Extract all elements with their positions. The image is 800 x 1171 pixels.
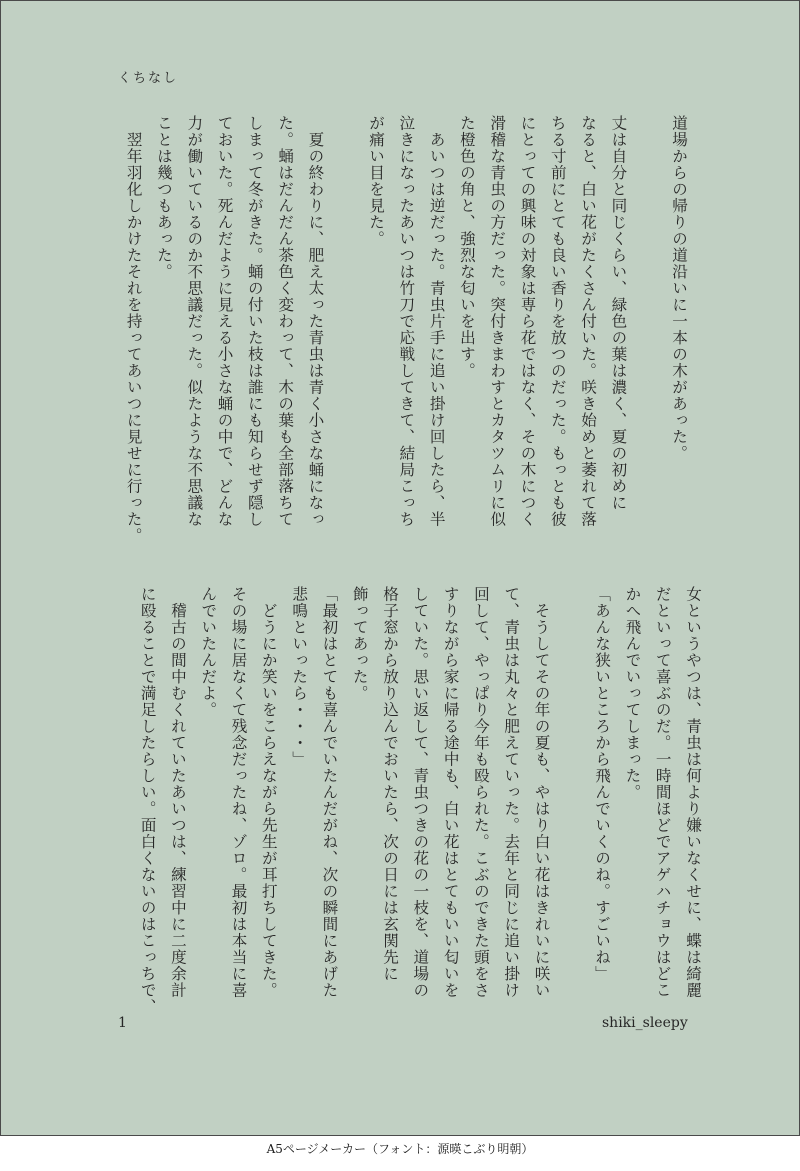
lower-text-block: 女というやつは、青虫は何より嫌いなくせに、蝶は綺麗 だといって喜ぶのだ。一時間ほどでアゲハチョウはどこ かへ飛んでいってしまった。 「あんな狭いところから飛んでいくのね。すごいね」 そうしてその年の夏も、やはり白い花はきれいに咲い て、青虫は丸々と肥えていった。去年と同じに追い掛け 回して、やっぱり今年も殴られた。こぶのできた頭をさ すりながら家に帰る途中も、白い花はとてもいい匂いを していた。思い返して、青虫つきの花の一枝を、道場の 格子窓から放り込んでおいたら、次の日には玄関先に 飾ってあった。 「最初はとても喜んでいたんだがね、次の瞬間にあげた 悲鳴といったら・・・」 どうにか笑いをこらえながら先生が耳打ちしてきた。 その場に居なくて残念だったね、ゾロ。最初は本当に喜 んでいたんだよ。 稽古の間中むくれていたあいつは、練習中に二度余計 に殴ることで満足したらしい。面白くないのはこっちで、	[138, 586, 702, 1015]
footer-caption: A5ページメーカー（フォント：源暎こぶり明朝）	[266, 1142, 534, 1156]
upper-text-block: 道場からの帰りの道沿いに一本の木があった。 丈は自分と同じくらい、緑色の葉は濃く、夏の初めに なると、白い花がたくさん付いた。咲き始めと萎れて落 ちる寸前にとても良い香りを放つのだった。もっとも彼 にとっての興味の対象は専ら花ではなく、その木につく 滑稽な青虫の方だった。突付きまわすとカタツムリに似 た橙色の角と、強烈な匂いを出す。 あいつは逆だった。青虫片手に追い掛け回したら、半 泣きになったあいつは竹刀で応戦してきて、結局こっち が痛い目を見た。 夏の終わりに、肥え太った青虫は青く小さな蛹になっ た。蛹はだんだん茶色く変わって、木の葉も全部落ちて しまって冬がきた。蛹の付いた枝は誰にも知らせず隠し ておいた。死んだように見える小さな蛹の中で、どんな 力が働いているのか不思議だった。似たような不思議な ことは幾つもあった。 翌年羽化しかけたそれを持ってあいつに見せに行った。	[124, 115, 688, 544]
page-number: 1	[118, 1015, 127, 1031]
author-name: shiki_sleepy	[602, 1015, 688, 1031]
story-title: くちなし	[118, 71, 179, 86]
